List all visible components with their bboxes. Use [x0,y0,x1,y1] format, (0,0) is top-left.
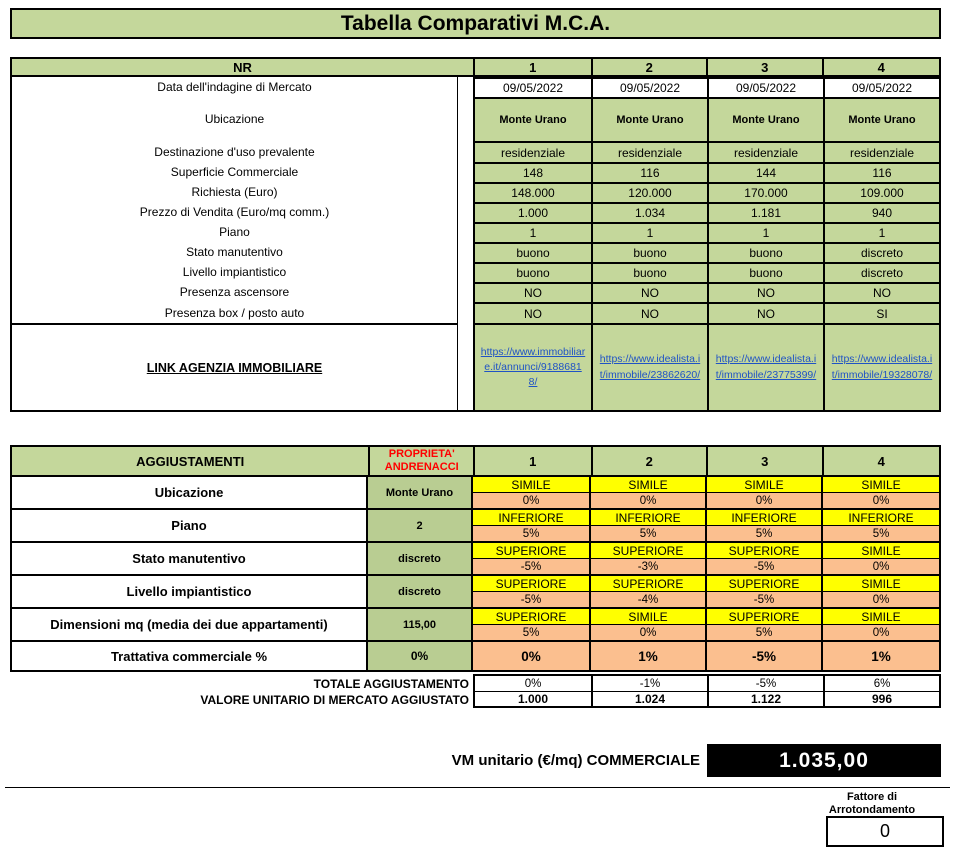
percent-cell: 5% [823,526,939,541]
row-label: Presenza ascensore [179,285,290,299]
value-cell: 09/05/2022 [823,79,941,99]
value-cell: SI [823,304,941,325]
property-value: 2 [368,510,473,543]
negotiation-row [10,642,941,672]
value-cell: Monte Urano [823,99,941,143]
value-cell: NO [823,284,941,304]
value-cell: NO [473,304,591,325]
adjusted-value-label: VALORE UNITARIO DI MERCATO AGGIUSTATO [200,693,469,707]
summary-values [473,674,941,708]
total-adjustment-cell: -1% [591,676,707,691]
col-header-2: 2 [591,447,707,475]
total-adjustment-cell: -5% [707,676,823,691]
property-header-label: PROPRIETA' ANDRENACCI [368,447,473,475]
table-row [473,184,941,204]
negotiation-cell: 1% [823,642,941,672]
rating-cell: SIMILE [707,477,821,493]
nr-header-label: NR [233,59,252,75]
link-row-label: LINK AGENZIA IMMOBILIARE [12,323,457,410]
row-label: Dimensioni mq (media dei due appartamenti) [10,609,368,642]
rating-cell: SIMILE [473,477,589,493]
value-cell: 1 [823,224,941,244]
percent-cell: -5% [473,559,589,574]
value-cell: 116 [823,164,941,184]
value-cell: 1.034 [591,204,707,224]
table-row [473,264,941,284]
percent-cell: 5% [473,526,589,541]
percent-cell: -3% [591,559,705,574]
rating-cell: SUPERIORE [473,576,589,592]
rating-cell: SIMILE [591,477,705,493]
rating-cell: INFERIORE [707,510,821,526]
rating-cell: SIMILE [823,477,939,493]
percent-cell: 5% [707,526,821,541]
percent-cell: 5% [473,625,589,640]
row-label: Trattativa commerciale % [10,642,368,672]
value-cell: 1.181 [707,204,823,224]
property-value: discreto [368,576,473,609]
rating-cell: SUPERIORE [707,543,821,559]
value-cell: 940 [823,204,941,224]
value-cell: NO [591,284,707,304]
rounding-label-line2: Arrotondamento [828,803,916,816]
percent-cell: 0% [591,493,705,508]
comparables-table [10,77,941,412]
rating-cell: SIMILE [823,609,939,625]
row-label: Ubicazione [10,477,368,510]
row-label: Superficie Commerciale [170,165,299,179]
property-value: discreto [368,543,473,576]
value-cell: residenziale [591,143,707,164]
row-label: Destinazione d'uso prevalente [154,144,315,159]
value-cell: 1 [473,224,591,244]
page-title: Tabella Comparativi M.C.A. [10,8,941,39]
value-cell: discreto [823,264,941,284]
row-label: Piano [219,225,250,239]
value-cell: NO [707,284,823,304]
value-cell: Monte Urano [473,99,591,143]
value-cell: 170.000 [707,184,823,204]
adjustment-row [10,510,941,543]
total-adjustment-cell: 6% [823,676,939,691]
total-adjustment-label: TOTALE AGGIUSTAMENTO [313,677,469,691]
rating-cell: SIMILE [591,609,705,625]
row-label: Stato manutentivo [10,543,368,576]
property-value: Monte Urano [368,477,473,510]
col-header-1: 1 [473,59,591,75]
rating-cell: INFERIORE [823,510,939,526]
rating-cell: INFERIORE [473,510,589,526]
value-cell: Monte Urano [707,99,823,143]
value-cell: buono [591,264,707,284]
row-label: Presenza box / posto auto [164,305,305,320]
adjustment-row [10,477,941,510]
percent-cell: -5% [473,592,589,607]
value-cell: buono [473,264,591,284]
row-label: Ubicazione [204,112,265,126]
value-cell: NO [591,304,707,325]
rounding-factor-label [798,791,946,816]
value-cell: discreto [823,244,941,264]
value-cell: buono [473,244,591,264]
negotiation-cell: 1% [591,642,707,672]
table-row [473,164,941,184]
row-label: Livello impiantistico [10,576,368,609]
value-cell: 116 [591,164,707,184]
rating-cell: SIMILE [823,543,939,559]
listing-link[interactable]: https://www.idealista.it/immobile/23775399/ [715,353,817,381]
rating-cell: INFERIORE [591,510,705,526]
value-cell: residenziale [473,143,591,164]
value-cell: 1 [591,224,707,244]
row-label: Stato manutentivo [186,245,283,259]
adjusted-value-cell: 1.000 [475,691,591,706]
value-cell: 148.000 [473,184,591,204]
percent-cell: 0% [707,493,821,508]
percent-cell: 0% [823,625,939,640]
percent-cell: -5% [707,559,821,574]
total-adjustment-cell: 0% [524,677,542,690]
property-value: 0% [368,642,473,672]
table-row [473,224,941,244]
value-cell: 120.000 [591,184,707,204]
value-cell: buono [707,264,823,284]
rating-cell: SUPERIORE [707,576,821,592]
row-label-column [10,77,458,412]
value-cell: 148 [473,164,591,184]
adjusted-value-cell: 996 [823,691,939,706]
value-cell: 144 [707,164,823,184]
percent-cell: 5% [591,526,705,541]
rounding-label-line1: Fattore di [846,791,898,803]
percent-cell: 0% [823,592,939,607]
rating-cell: SUPERIORE [707,609,821,625]
percent-cell: 0% [591,625,705,640]
spacer-column [458,77,473,412]
table-row [473,244,941,264]
percent-cell: -5% [707,592,821,607]
row-label: Richiesta (Euro) [191,185,278,199]
col-header-3: 3 [706,447,822,475]
percent-cell: 0% [823,493,939,508]
col-header-1: 1 [473,447,590,475]
table-row-links [473,325,941,412]
rating-cell: SUPERIORE [591,543,705,559]
adjusted-value-cell: 1.122 [707,691,823,706]
percent-cell: 5% [707,625,821,640]
value-cell: 09/05/2022 [473,79,591,99]
adjustment-row [10,576,941,609]
negotiation-cell: 0% [473,642,591,672]
vm-commercial-label: VM unitario (€/mq) COMMERCIALE [451,752,700,769]
property-value: 115,00 [368,609,473,642]
table-row [473,99,941,143]
rating-cell: SUPERIORE [473,609,589,625]
value-cell: 1 [707,224,823,244]
comparables-values [473,77,941,412]
summary-labels [10,676,469,708]
col-header-4: 4 [822,59,940,75]
percent-cell: -4% [591,592,705,607]
listing-link[interactable]: https://www.idealista.it/immobile/19328078/ [831,353,933,381]
adjustments-table [10,477,941,672]
value-cell: buono [591,244,707,264]
table-row [473,143,941,164]
row-label: Data dell'indagine di Mercato [157,80,312,94]
comparables-table-header [10,57,941,77]
value-cell: buono [707,244,823,264]
value-cell: residenziale [823,143,941,164]
vm-commercial-value: 1.035,00 [707,744,941,777]
value-cell: residenziale [707,143,823,164]
table-row [473,304,941,325]
rounding-factor-value: 0 [826,816,944,847]
adjusted-value-cell: 1.024 [591,691,707,706]
row-label: Piano [10,510,368,543]
listing-link[interactable]: https://www.immobiliare.it/annunci/91886818/ [480,345,586,389]
divider-line [5,787,950,788]
rating-cell: SUPERIORE [473,543,589,559]
col-header-2: 2 [591,59,707,75]
value-cell: 1.000 [473,204,591,224]
col-header-3: 3 [706,59,822,75]
adjustments-header-label: AGGIUSTAMENTI [136,453,245,469]
percent-cell: 0% [823,559,939,574]
value-cell: 09/05/2022 [591,79,707,99]
table-row [473,284,941,304]
listing-link[interactable]: https://www.idealista.it/immobile/23862620/ [599,353,701,381]
negotiation-cell: -5% [707,642,823,672]
col-header-4: 4 [822,447,939,475]
value-cell: NO [473,284,591,304]
value-cell: 09/05/2022 [707,79,823,99]
table-row [473,204,941,224]
row-label: Livello impiantistico [182,265,287,279]
rating-cell: SIMILE [823,576,939,592]
adjustment-row [10,609,941,642]
adjustments-table-header [10,445,941,477]
value-cell: NO [707,304,823,325]
value-cell: 109.000 [823,184,941,204]
value-cell: Monte Urano [591,99,707,143]
percent-cell: 0% [473,493,589,508]
table-row [473,79,941,99]
row-label: Prezzo di Vendita (Euro/mq comm.) [139,205,330,219]
rating-cell: SUPERIORE [591,576,705,592]
adjustment-row [10,543,941,576]
